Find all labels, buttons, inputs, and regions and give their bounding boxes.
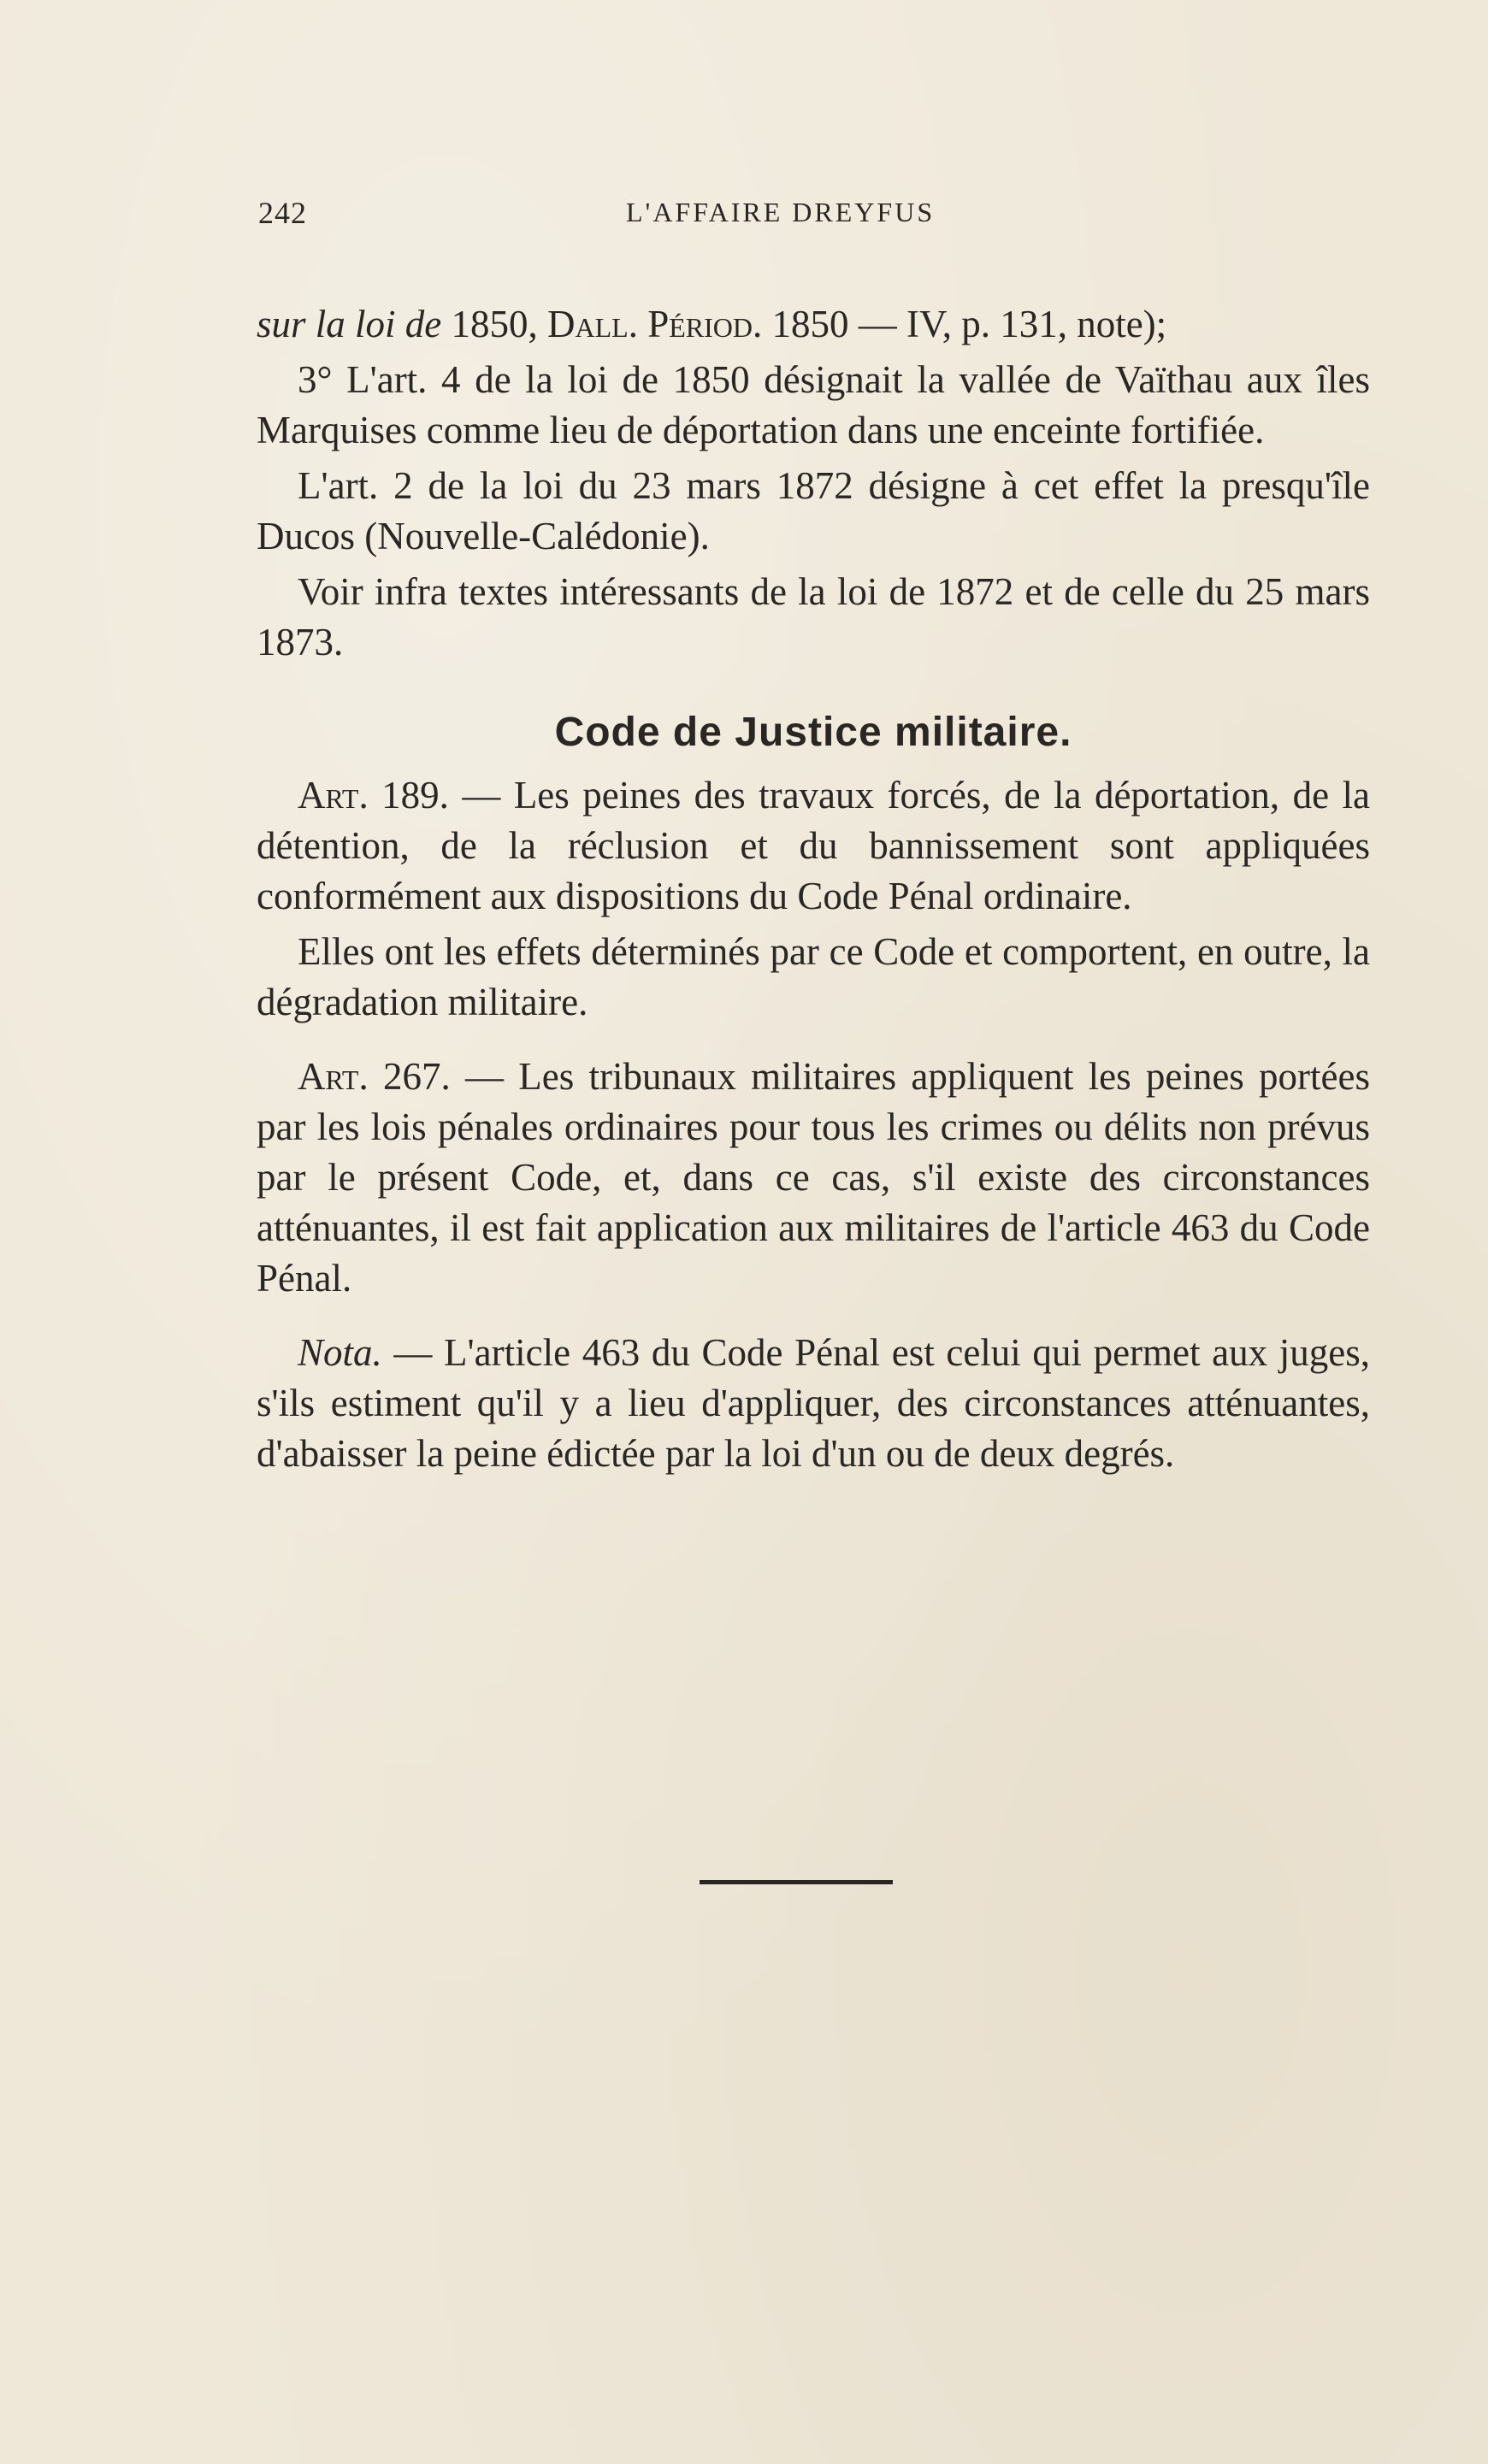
citation-text-2: 1850 — IV, p. 131, note); — [762, 303, 1167, 345]
running-title: L'AFFAIRE DREYFUS — [626, 197, 936, 227]
paragraph-voir-infra: Voir infra textes intéressants de la loi de 1872 et de celle du 25 mars 1873. — [257, 570, 1370, 663]
page-number: 242 — [258, 196, 307, 230]
section-heading: Code de Justice militaire. — [554, 710, 1072, 755]
paragraph-art-267 — [257, 1052, 1370, 1304]
paragraph-art-189-effects: Elles ont les effets déterminés par ce Code et comportent, en outre, la dégradation militaire. — [257, 930, 1370, 1023]
nota-label: Nota. — [298, 1331, 382, 1374]
citation-italic: sur la loi de — [257, 303, 442, 345]
running-head — [258, 195, 1370, 246]
paragraph-art-2: L'art. 2 de la loi du 23 mars 1872 désigne à cet effet la presqu'île Ducos (Nouvelle-Calédonie). — [257, 464, 1370, 557]
art-189-label: Art. 189. — [298, 774, 449, 816]
art-267-text: — Les tribunaux militaires appliquent les peines portées par les lois pénales ordinaires pour tous les crimes ou délits non prévus par le présent Code, et, dans ce cas, s'il existe des circonstances atténuantes, il est fait application aux militaires de l'article 463 du Code Pénal. — [257, 1055, 1371, 1300]
citation-journal: Dall. Périod. — [547, 303, 763, 345]
body-text — [257, 299, 1370, 1484]
nota-text: — L'article 463 du Code Pénal est celui qui permet aux juges, s'ils estiment qu'il y a lieu d'appliquer, des circonstances atténuantes, d'abaisser la peine édictée par la loi d'un ou de deux degrés. — [257, 1331, 1370, 1475]
art-267-label: Art. 267. — [298, 1055, 451, 1098]
paragraph-citation — [257, 299, 1370, 350]
paragraph-art-189 — [257, 770, 1370, 922]
paragraph-point-3: 3° L'art. 4 de la loi de 1850 désignait la vallée de Vaïthau aux îles Marquises comme lieu de déportation dans une enceinte fortifiée. — [257, 358, 1370, 451]
end-rule — [700, 1880, 893, 1884]
citation-text-1: 1850, — [441, 303, 548, 345]
art-189-text: — Les peines des travaux forcés, de la déportation, de la détention, de la réclusion et du bannissement sont appliquées conformément aux dispositions du Code Pénal ordinaire. — [257, 774, 1370, 917]
paragraph-nota — [257, 1328, 1370, 1479]
